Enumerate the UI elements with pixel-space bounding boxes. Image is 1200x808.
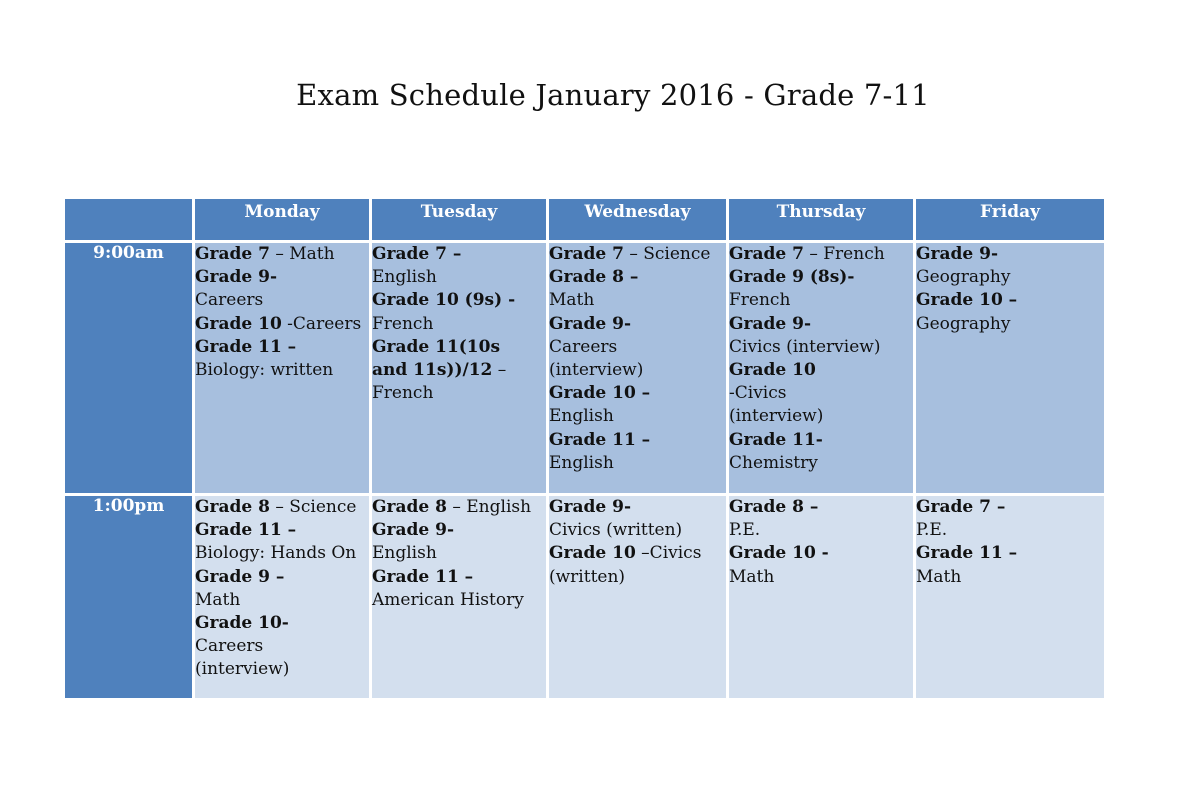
exam-subject: – Math — [269, 244, 335, 264]
exam-subject: -Civics (interview) — [729, 383, 824, 427]
exam-grade: Grade 8 – — [549, 267, 639, 288]
exam-entry — [195, 496, 369, 519]
exam-grade: Grade 11 – — [372, 566, 474, 587]
exam-grade: Grade 11- — [729, 429, 823, 450]
exam-subject: Civics (written) — [549, 520, 683, 541]
exam-subject: P.E. — [729, 520, 761, 541]
exam-grade: Grade 11(10s and 11s))/12 — [372, 336, 501, 381]
exam-subject: Civics (interview) — [729, 336, 881, 357]
exam-grade: Grade 9 – — [195, 566, 285, 587]
time-slot-label: 9:00am — [64, 242, 194, 495]
exam-entry — [549, 266, 726, 312]
day-header-wednesday: Wednesday — [548, 198, 728, 242]
exam-entry — [729, 243, 913, 266]
exam-grade: Grade 7 — [195, 244, 270, 264]
exam-subject: Math — [195, 589, 241, 610]
exam-entry — [195, 313, 369, 336]
exam-grade: Grade 10 – — [549, 383, 651, 404]
exam-grade: Grade 8 — [372, 497, 447, 517]
exam-grade: Grade 11 – — [549, 429, 651, 450]
exam-cell-monday — [194, 495, 371, 700]
exam-subject: English — [372, 543, 437, 564]
exam-entry — [549, 382, 726, 428]
exam-grade: Grade 9- — [916, 244, 998, 264]
exam-grade: Grade 10 — [195, 313, 282, 334]
exam-grade: Grade 10 – — [916, 290, 1018, 311]
exam-grade: Grade 9- — [549, 313, 631, 334]
exam-subject: Geography — [916, 267, 1011, 288]
exam-cell-wednesday — [548, 495, 728, 700]
exam-entry — [195, 266, 369, 312]
exam-subject: French — [372, 313, 434, 334]
corner-cell — [64, 198, 194, 242]
exam-entry — [729, 496, 913, 542]
exam-entry — [372, 336, 546, 406]
exam-grade: Grade 7 — [729, 244, 804, 264]
exam-schedule-table — [62, 196, 1107, 701]
exam-entry — [549, 496, 726, 542]
exam-subject: Math — [729, 566, 775, 587]
exam-entry — [372, 289, 546, 335]
exam-cell-thursday — [728, 495, 915, 700]
exam-entry — [916, 289, 1104, 335]
exam-entry — [372, 519, 546, 565]
exam-grade: Grade 10 — [729, 360, 816, 381]
exam-subject: Math — [916, 566, 962, 587]
day-header-thursday: Thursday — [728, 198, 915, 242]
exam-subject: Geography — [916, 313, 1011, 334]
exam-grade: Grade 9- — [372, 520, 454, 541]
exam-subject: Biology: written — [195, 360, 334, 381]
exam-subject: Biology: Hands On — [195, 543, 357, 564]
exam-subject: – French — [803, 244, 885, 264]
exam-grade: Grade 8 — [195, 497, 270, 517]
exam-subject: P.E. — [916, 520, 948, 541]
exam-subject: – Science — [623, 244, 711, 264]
exam-entry — [729, 542, 913, 588]
exam-grade: Grade 7 — [549, 244, 624, 264]
day-header-friday: Friday — [915, 198, 1106, 242]
exam-grade: Grade 11 – — [195, 336, 297, 357]
exam-subject: English — [549, 452, 614, 473]
exam-subject: – French — [372, 360, 507, 404]
exam-grade: Grade 11 – — [916, 543, 1018, 564]
exam-subject: – Science — [269, 497, 357, 517]
document-title: Exam Schedule January 2016 - Grade 7-11 — [296, 78, 930, 112]
exam-subject: American History — [372, 589, 524, 610]
exam-subject: Careers — [195, 290, 264, 311]
schedule-row — [64, 495, 1106, 700]
exam-cell-wednesday — [548, 242, 728, 495]
exam-cell-tuesday — [371, 495, 548, 700]
exam-entry — [372, 496, 546, 519]
day-header-monday: Monday — [194, 198, 371, 242]
exam-grade: Grade 9- — [195, 267, 277, 288]
exam-grade: Grade 11 – — [195, 520, 297, 541]
exam-cell-friday — [915, 495, 1106, 700]
exam-entry — [729, 359, 913, 429]
exam-grade: Grade 8 – — [729, 497, 819, 517]
exam-subject: Careers (interview) — [549, 336, 644, 381]
exam-subject: English — [549, 406, 614, 427]
exam-cell-monday — [194, 242, 371, 495]
exam-entry — [372, 566, 546, 612]
exam-cell-friday — [915, 242, 1106, 495]
exam-subject: French — [729, 290, 791, 311]
exam-entry — [916, 243, 1104, 289]
schedule-row — [64, 242, 1106, 495]
exam-cell-thursday — [728, 242, 915, 495]
exam-entry — [195, 519, 369, 565]
exam-subject: –Civics (written) — [549, 543, 702, 587]
exam-grade: Grade 7 – — [372, 244, 462, 264]
exam-subject: Chemistry — [729, 452, 818, 473]
exam-entry — [729, 266, 913, 312]
day-header-tuesday: Tuesday — [371, 198, 548, 242]
exam-subject: -Careers — [281, 313, 362, 334]
exam-subject: English — [372, 267, 437, 288]
exam-entry — [372, 243, 546, 289]
exam-entry — [916, 542, 1104, 588]
exam-entry — [549, 542, 726, 588]
exam-entry — [549, 429, 726, 475]
exam-entry — [195, 243, 369, 266]
exam-entry — [195, 612, 369, 682]
exam-entry — [195, 566, 369, 612]
exam-entry — [195, 336, 369, 382]
exam-grade: Grade 9 (8s)- — [729, 267, 855, 288]
time-slot-label: 1:00pm — [64, 495, 194, 700]
exam-grade: Grade 10 (9s) - — [372, 290, 516, 311]
exam-entry — [729, 313, 913, 359]
exam-entry — [549, 313, 726, 383]
exam-grade: Grade 10- — [195, 613, 289, 634]
exam-grade: Grade 9- — [549, 497, 631, 517]
exam-entry — [729, 429, 913, 475]
exam-entry — [549, 243, 726, 266]
exam-grade: Grade 7 – — [916, 497, 1006, 517]
exam-entry — [916, 496, 1104, 542]
exam-grade: Grade 10 — [549, 543, 636, 564]
exam-grade: Grade 9- — [729, 313, 811, 334]
exam-subject: – English — [446, 497, 532, 517]
exam-subject: Careers (interview) — [195, 636, 290, 680]
exam-subject: Math — [549, 290, 595, 311]
exam-grade: Grade 10 - — [729, 543, 829, 564]
exam-cell-tuesday — [371, 242, 548, 495]
header-row — [64, 198, 1106, 242]
